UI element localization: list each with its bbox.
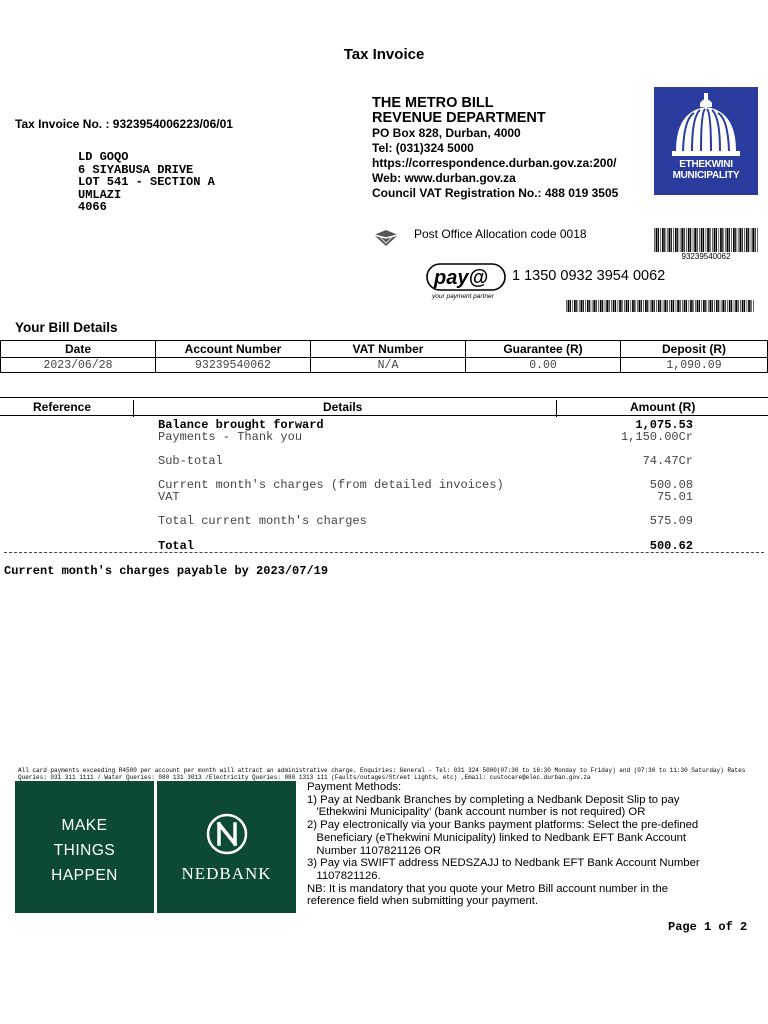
barcode-bar — [716, 228, 717, 252]
city-hall-dome-icon — [654, 89, 758, 161]
nedbank-name: NEDBANK — [181, 864, 272, 883]
barcode-bar — [751, 228, 752, 252]
row-amount: 1,150.00Cr — [620, 430, 693, 444]
barcode-bar — [725, 300, 726, 312]
payat-tagline: your payment partner — [432, 293, 494, 300]
barcode-bar — [624, 300, 625, 312]
barcode-bar — [658, 300, 660, 312]
barcode-bar — [709, 228, 710, 252]
barcode-bar — [671, 300, 673, 312]
barcode-bar — [729, 300, 731, 312]
page-number: Page 1 of 2 — [668, 920, 748, 934]
barcode-bar — [677, 228, 678, 252]
barcode-bar — [585, 300, 586, 312]
payat-reference-number: 1 1350 0932 3954 0062 — [512, 268, 666, 284]
issuer-tel: Tel: (031)324 5000 — [372, 141, 474, 155]
row-detail: Sub-total — [158, 454, 223, 468]
fine-print: All card payments exceeding R4500 per account per month will attract an administrative charge. Enquiries: General - Tel: 031 324 5000(07:30 to 16:30 Monday to Friday) and (07:30 to 11:30 Saturday) Rates Queries: 031 311 1111 / Water Queries: 080 131 3013 /Electricity Queries: 080 1313 111 (Faults/outages/Street Lights, etc) ,Email: custocare@elec.durban.gov.za — [18, 767, 746, 781]
nedbank-slogan-panel — [15, 781, 154, 913]
row-detail: Balance brought forward — [158, 418, 324, 432]
payat-logo-text: pay@ — [434, 267, 488, 289]
barcode-bar — [654, 228, 655, 252]
payment-methods — [307, 781, 747, 908]
col-date: Date — [1, 341, 156, 358]
cell-vat-number: N/A — [311, 358, 466, 373]
barcode-bar — [710, 300, 712, 312]
barcode-bar — [722, 300, 724, 312]
barcode-bar — [742, 300, 744, 312]
barcode-bar — [706, 228, 707, 252]
slogan-line: THINGS — [53, 842, 116, 859]
barcode-bar — [613, 300, 615, 312]
cell-account-number: 93239540062 — [156, 358, 311, 373]
divider — [133, 400, 134, 417]
col-deposit: Deposit (R) — [621, 341, 768, 358]
issuer-department: REVENUE DEPARTMENT — [372, 110, 546, 126]
barcode-bar — [688, 228, 690, 252]
barcode-bar — [660, 228, 661, 252]
dashed-divider — [4, 552, 764, 553]
barcode-bar — [606, 300, 608, 312]
barcode-bar — [574, 300, 576, 312]
barcode-bar — [748, 300, 750, 312]
barcode-bar — [757, 228, 758, 252]
cell-guarantee: 0.00 — [466, 358, 621, 373]
barcode-bar — [734, 300, 735, 312]
barcode-bar — [692, 300, 693, 312]
row-amount: 75.01 — [656, 490, 693, 504]
barcode-bar — [663, 300, 664, 312]
barcode-bar — [667, 300, 668, 312]
ethekwini-logo — [654, 87, 758, 195]
barcode-bar — [651, 300, 653, 312]
barcode-bar — [718, 300, 719, 312]
barcode-bar — [752, 228, 754, 252]
barcode-bar — [676, 300, 677, 312]
barcode-bar — [701, 228, 703, 252]
barcode-bar — [592, 300, 593, 312]
barcode-bar — [619, 300, 621, 312]
row-detail: VAT — [158, 490, 180, 504]
address-line: LOT 541 - SECTION A — [78, 175, 215, 189]
barcode-bar — [677, 300, 679, 312]
payment-methods-heading: Payment Methods: — [307, 781, 402, 793]
barcode-bar — [656, 228, 658, 252]
barcode-bar — [669, 300, 670, 312]
barcode-bar — [714, 228, 716, 252]
barcode-bar — [641, 300, 642, 312]
barcode-bar — [746, 228, 748, 252]
barcode-bar — [605, 300, 606, 312]
barcode-bar — [740, 300, 741, 312]
header-reference: Reference — [33, 400, 92, 414]
payment-methods-note: NB: It is mandatory that you quote your Metro Bill account number in the reference field when submitting your payment. — [307, 882, 669, 908]
payment-method-item: 1) Pay at Nedbank Branches by completing a Nedbank Deposit Slip to pay 'Ethekwini Municipality' (bank account number is not required) OR — [307, 793, 680, 819]
barcode-bar — [708, 300, 709, 312]
barcode-bar — [568, 300, 570, 312]
barcode-bar — [731, 228, 732, 252]
row-detail: Payments - Thank you — [158, 430, 303, 444]
table-row — [1, 358, 768, 373]
cell-deposit: 1,090.09 — [621, 358, 768, 373]
nedbank-logo-icon — [205, 812, 249, 856]
barcode-bar — [587, 300, 589, 312]
barcode-bar — [650, 300, 651, 312]
slogan-line: HAPPEN — [51, 867, 118, 884]
post-office-icon — [372, 228, 400, 248]
barcode-bar — [750, 300, 751, 312]
barcode-bar — [579, 300, 580, 312]
row-amount: 1,075.53 — [635, 418, 693, 432]
issuer-block — [372, 96, 618, 201]
barcode-bar — [566, 300, 567, 312]
barcode-bar — [621, 300, 622, 312]
issuer-name: THE METRO BILL — [372, 95, 494, 111]
logo-line2: MUNICIPALITY — [672, 170, 740, 181]
barcode-bar — [701, 300, 702, 312]
barcode-bar — [693, 228, 694, 252]
logo-line1: ETHEKWINI — [679, 159, 733, 170]
barcode-bar — [632, 300, 634, 312]
row-amount: 500.08 — [649, 478, 693, 492]
barcode-bar — [684, 300, 686, 312]
barcode-bar — [703, 300, 705, 312]
barcode-bar — [731, 300, 732, 312]
barcode-bar — [596, 300, 597, 312]
barcode-bar — [707, 228, 709, 252]
barcode-bar — [719, 228, 720, 252]
barcode-bar — [720, 228, 722, 252]
barcode-bar — [744, 228, 745, 252]
header-amount: Amount (R) — [630, 400, 696, 414]
barcode-bar — [671, 228, 672, 252]
issuer-web: Web: www.durban.gov.za — [372, 171, 516, 185]
payat-logo — [426, 261, 508, 301]
barcode-bar — [727, 228, 729, 252]
barcode-bar — [679, 300, 680, 312]
barcode-bar — [721, 300, 722, 312]
barcode-bar — [626, 300, 628, 312]
customer-address — [78, 151, 215, 214]
barcode-bar — [705, 300, 706, 312]
barcode-bar — [673, 228, 674, 252]
barcode-bar — [738, 300, 739, 312]
barcode-bar — [598, 300, 599, 312]
barcode-bar — [609, 300, 610, 312]
document-title: Tax Invoice — [343, 46, 425, 63]
barcode-bar — [686, 300, 687, 312]
barcode-bar — [695, 300, 696, 312]
barcode-bar — [716, 300, 718, 312]
barcode-bar — [681, 228, 683, 252]
post-office-allocation: Post Office Allocation code 0018 — [414, 227, 587, 241]
barcode-bar — [645, 300, 647, 312]
barcode-bar — [684, 228, 685, 252]
barcode-bar — [647, 300, 648, 312]
barcode-bar — [637, 300, 638, 312]
barcode-bar — [697, 228, 698, 252]
row-amount: 575.09 — [649, 514, 693, 528]
issuer-po-box: PO Box 828, Durban, 4000 — [372, 126, 521, 140]
issuer-url: https://correspondence.durban.gov.za:200/ — [372, 156, 617, 170]
bill-details-heading: Your Bill Details — [15, 320, 118, 335]
barcode-bar — [744, 300, 745, 312]
barcode-bar — [694, 228, 696, 252]
barcode-bar — [753, 300, 754, 312]
cell-date: 2023/06/28 — [1, 358, 156, 373]
barcode-bar — [742, 228, 743, 252]
tax-invoice-number: Tax Invoice No. : 9323954006223/06/01 — [15, 117, 233, 131]
barcode-bar — [680, 228, 681, 252]
barcode-bar — [618, 300, 619, 312]
barcode-bar — [658, 228, 659, 252]
divider — [556, 400, 557, 417]
barcode-bar — [656, 300, 657, 312]
payable-note: Current month's charges payable by 2023/07/19 — [4, 564, 329, 578]
barcode-bar — [593, 300, 595, 312]
barcode-number: 93239540062 — [681, 252, 731, 261]
barcode-bar — [615, 300, 616, 312]
row-detail: Total current month's charges — [158, 514, 367, 528]
row-amount: 74.47Cr — [642, 454, 693, 468]
barcode-bar — [755, 228, 756, 252]
barcode-bar — [662, 228, 664, 252]
barcode-bar — [703, 228, 704, 252]
barcode-bar — [589, 300, 590, 312]
nedbank-logo-panel — [157, 781, 296, 913]
barcode-bar — [733, 228, 735, 252]
barcode-bar — [738, 228, 739, 252]
barcode-bar — [675, 228, 677, 252]
barcode-bar — [722, 228, 723, 252]
barcode-bar — [631, 300, 632, 312]
barcode-bar — [583, 300, 584, 312]
barcode-bar — [581, 300, 583, 312]
address-line: 6 SIYABUSA DRIVE — [78, 162, 194, 177]
payment-method-item: 2) Pay electronically via your Banks payment platforms: Select the pre-defined Beneficiary (eThekwini Municipality) linked to Nedbank EFT Bank Account Number 1107821126 OR — [307, 819, 699, 857]
barcode-bar — [712, 228, 713, 252]
barcode-bar — [714, 300, 715, 312]
barcode-bar — [634, 300, 635, 312]
col-guarantee: Guarantee (R) — [466, 341, 621, 358]
barcode-bar — [628, 300, 629, 312]
statement-header — [0, 397, 768, 416]
col-vat-number: VAT Number — [311, 341, 466, 358]
barcode-bar — [673, 300, 674, 312]
barcode-bar — [667, 228, 668, 252]
slogan-line: MAKE — [61, 817, 108, 834]
barcode-bar — [654, 300, 655, 312]
barcode-bar — [570, 300, 571, 312]
barcode-bar — [664, 228, 665, 252]
barcode-bar — [686, 228, 687, 252]
header-details: Details — [323, 400, 363, 414]
barcode-bar — [725, 228, 726, 252]
barcode-bar — [699, 300, 700, 312]
barcode-bar — [611, 300, 612, 312]
barcode-bar — [639, 300, 641, 312]
bill-details-table — [0, 340, 768, 373]
barcode-bar — [690, 300, 692, 312]
barcode-bar — [735, 300, 737, 312]
row-amount: 500.62 — [649, 539, 693, 553]
barcode-bar — [735, 228, 736, 252]
barcode-bar — [572, 300, 573, 312]
barcode-bar — [669, 228, 671, 252]
payment-method-item: 3) Pay via SWIFT address NEDSZAJJ to Nedbank EFT Bank Account Number 1107821126. — [307, 857, 700, 882]
barcode-payat — [566, 300, 754, 312]
barcode-bar — [712, 300, 713, 312]
barcode-account — [654, 228, 758, 252]
barcode-bar — [689, 300, 690, 312]
barcode-bar — [600, 300, 602, 312]
barcode-bar — [660, 300, 661, 312]
barcode-bar — [697, 300, 699, 312]
row-detail: Total — [158, 539, 195, 553]
barcode-bar — [729, 228, 730, 252]
issuer-vat: Council VAT Registration No.: 488 019 3505 — [372, 186, 619, 200]
row-detail: Current month's charges (from detailed invoices) — [158, 478, 504, 492]
barcode-bar — [727, 300, 728, 312]
col-account-number: Account Number — [156, 341, 311, 358]
address-line: 4066 — [78, 200, 107, 214]
barcode-bar — [682, 300, 683, 312]
barcode-bar — [699, 228, 700, 252]
address-line: UMLAZI — [78, 187, 122, 202]
barcode-bar — [748, 228, 749, 252]
address-line: LD GOQO — [78, 150, 129, 164]
barcode-bar — [602, 300, 603, 312]
table-header-row — [1, 341, 768, 358]
barcode-bar — [576, 300, 577, 312]
barcode-bar — [747, 300, 748, 312]
barcode-bar — [739, 228, 741, 252]
barcode-bar — [690, 228, 691, 252]
barcode-bar — [643, 300, 644, 312]
barcode-bar — [664, 300, 666, 312]
